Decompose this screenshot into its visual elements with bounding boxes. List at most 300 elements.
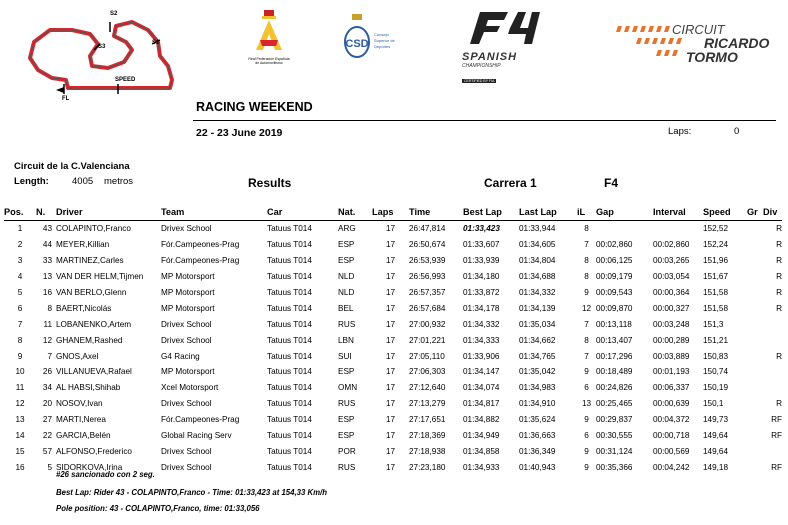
cell-best: 01:33,939 <box>463 256 500 266</box>
cell-div: R <box>776 240 782 250</box>
cell-il: 6 <box>584 431 589 441</box>
cell-nat: RUS <box>338 319 356 329</box>
cell-laps: 17 <box>385 335 396 345</box>
cell-best: 01:34,933 <box>463 462 500 472</box>
cell-speed: 152,52 <box>703 224 729 234</box>
cell-div: RF <box>771 415 782 425</box>
cell-div: R <box>776 224 782 234</box>
cell-best: 01:33,607 <box>463 240 500 250</box>
cell-pos: 11 <box>15 383 25 393</box>
cell-speed: 150,83 <box>703 351 729 361</box>
track-label-s1: S1 <box>152 40 160 46</box>
cell-interval: 00:00,364 <box>653 288 690 297</box>
cell-gap: 00:35,366 <box>596 462 633 472</box>
cell-team: Drivex School <box>161 335 212 345</box>
cell-gap: 00:25,465 <box>596 399 633 409</box>
penalty-note: #26 sancionado con 2 seg. <box>56 470 155 479</box>
cell-gap: 00:24,826 <box>596 383 633 393</box>
cell-gap: 00:06,125 <box>596 256 633 266</box>
cell-driver: LOBANENKO,Artem <box>56 319 132 329</box>
cell-laps: 17 <box>385 446 396 456</box>
cell-n: 12 <box>42 335 52 345</box>
cell-gap: 00:13,407 <box>596 335 633 345</box>
cell-speed: 150,19 <box>703 383 729 393</box>
cell-last: 01:34,765 <box>519 351 556 361</box>
cell-div <box>763 443 782 459</box>
cell-team: G4 Racing <box>161 351 200 361</box>
cell-div: R <box>776 288 782 297</box>
cell-gr <box>747 364 763 380</box>
cell-interval: 00:04,242 <box>653 462 690 472</box>
cell-car: Tatuus T014 <box>267 462 312 472</box>
cell-interval: 00:06,337 <box>653 383 690 393</box>
cell-driver: COLAPINTO,Franco <box>56 224 131 234</box>
cell-driver: NOSOV,Ivan <box>56 399 103 409</box>
cell-nat: NLD <box>338 288 355 297</box>
cell-gr <box>747 316 763 332</box>
cell-gr <box>747 396 763 412</box>
cell-nat: OMN <box>338 383 358 393</box>
cell-laps: 17 <box>385 462 396 472</box>
f4-line3: CERTIFIED BY FIA <box>464 79 495 83</box>
cell-nat: RUS <box>338 399 356 409</box>
col-car: Car <box>267 207 283 217</box>
table-row <box>4 443 782 459</box>
col-div: Div <box>763 207 778 217</box>
cell-car: Tatuus T014 <box>267 272 312 282</box>
cell-team: Drivex School <box>161 399 212 409</box>
cell-speed: 151,21 <box>703 335 729 345</box>
cell-speed: 150,1 <box>703 399 724 409</box>
cell-pos: 6 <box>17 303 23 313</box>
cell-il: 8 <box>584 272 589 282</box>
cell-last: 01:34,139 <box>519 303 556 313</box>
cell-last: 01:35,034 <box>519 319 556 329</box>
cell-time: 27:12,640 <box>409 383 446 393</box>
cell-laps: 17 <box>385 288 396 297</box>
cell-interval: 00:03,054 <box>653 272 690 282</box>
cell-speed: 151,96 <box>703 256 729 266</box>
cell-best: 01:34,332 <box>463 319 500 329</box>
cell-div <box>763 380 782 396</box>
cell-n: 13 <box>42 272 52 282</box>
cell-speed: 151,3 <box>703 319 724 329</box>
track-label-fl: FL <box>62 96 70 102</box>
cell-car: Tatuus T014 <box>267 288 312 297</box>
length-label: Length: <box>14 176 49 187</box>
rfea-line2: de Automovilismo <box>255 61 283 65</box>
cell-pos: 7 <box>17 319 23 329</box>
cell-team: MP Motorsport <box>161 367 215 377</box>
results-label: Results <box>248 176 292 190</box>
cell-last: 01:40,943 <box>519 462 556 472</box>
cell-gr <box>747 348 763 364</box>
cell-laps: 17 <box>385 431 396 441</box>
cell-laps: 17 <box>385 367 396 377</box>
circuit-logo <box>614 22 784 66</box>
cell-driver: GHANEM,Rashed <box>56 335 123 345</box>
col-nat: Nat. <box>338 207 356 217</box>
cell-car: Tatuus T014 <box>267 256 312 266</box>
cell-div: R <box>776 399 782 409</box>
cell-gr <box>747 459 763 475</box>
length-value: 4005 <box>72 176 94 187</box>
col-time: Time <box>409 207 431 217</box>
cell-il: 9 <box>584 462 589 472</box>
cell-interval: 00:02,860 <box>653 240 690 250</box>
cell-driver: AL HABSI,Shihab <box>56 383 121 393</box>
cell-last: 01:34,662 <box>519 335 556 345</box>
results-table <box>4 204 782 475</box>
cell-gap: 00:09,543 <box>596 288 633 297</box>
cell-nat: ESP <box>338 431 355 441</box>
csd-line3: Deportes <box>374 44 391 49</box>
cell-nat: BEL <box>338 303 354 313</box>
col-number: N. <box>36 207 46 217</box>
table-row <box>4 364 782 380</box>
cell-best: 01:34,333 <box>463 335 500 345</box>
cell-speed: 149,73 <box>703 415 729 425</box>
cell-time: 27:01,221 <box>409 335 446 345</box>
cell-pos: 1 <box>17 224 23 234</box>
cell-gr <box>747 412 763 428</box>
circuit-logo-line3: TORMO <box>686 49 738 65</box>
cell-laps: 17 <box>385 256 396 266</box>
cell-time: 27:17,651 <box>409 415 446 425</box>
cell-driver: MARTINEZ,Carles <box>56 256 124 266</box>
col-driver: Driver <box>56 207 83 217</box>
col-gr: Gr <box>747 207 758 217</box>
cell-gap: 00:29,837 <box>596 415 633 425</box>
cell-nat: LBN <box>338 335 354 345</box>
cell-driver: ALFONSO,Frederico <box>56 446 132 456</box>
table-row <box>4 412 782 428</box>
cell-best: 01:33,872 <box>463 288 500 297</box>
cell-il: 8 <box>584 224 589 234</box>
csd-line2: Superior de <box>374 38 395 43</box>
cell-best: 01:34,858 <box>463 446 500 456</box>
rfea-line1: Real Federación Española <box>248 57 290 61</box>
cell-div: RF <box>771 462 782 472</box>
cell-time: 26:47,814 <box>409 224 446 234</box>
cell-il: 7 <box>584 319 589 329</box>
cell-team: Fór.Campeones-Prag <box>161 240 240 250</box>
cell-time: 27:18,369 <box>409 431 446 441</box>
cell-div <box>763 332 782 348</box>
cell-pos: 15 <box>15 446 25 456</box>
cell-pos: 2 <box>17 240 23 250</box>
cell-n: 34 <box>42 383 52 393</box>
cell-nat: NLD <box>338 272 355 282</box>
cell-car: Tatuus T014 <box>267 415 312 425</box>
cell-speed: 150,74 <box>703 367 729 377</box>
cell-il: 7 <box>584 351 589 361</box>
cell-div: R <box>776 351 782 361</box>
session-name: Carrera 1 <box>484 176 537 190</box>
cell-pos: 16 <box>15 462 25 472</box>
cell-team: Fór.Campeones-Prag <box>161 415 240 425</box>
cell-laps: 17 <box>385 415 396 425</box>
cell-car: Tatuus T014 <box>267 399 312 409</box>
cell-nat: ESP <box>338 367 355 377</box>
cell-interval: 00:01,193 <box>653 367 690 377</box>
cell-last: 01:36,663 <box>519 431 556 441</box>
cell-last: 01:34,605 <box>519 240 556 250</box>
cell-driver: MARTI,Nerea <box>56 415 106 425</box>
cell-gr <box>747 332 763 348</box>
cell-gr <box>747 221 763 237</box>
col-last-lap: Last Lap <box>519 207 557 217</box>
table-row <box>4 237 782 253</box>
table-row <box>4 428 782 444</box>
cell-pos: 13 <box>15 415 25 425</box>
cell-nat: SUI <box>338 351 352 361</box>
cell-best: 01:34,074 <box>463 383 500 393</box>
cell-gr <box>747 285 763 301</box>
cell-gap <box>596 221 653 237</box>
cell-best: 01:33,906 <box>463 351 500 361</box>
cell-gap: 00:09,870 <box>596 303 633 313</box>
cell-interval: 00:03,889 <box>653 351 690 361</box>
cell-best: 01:34,147 <box>463 367 500 377</box>
cell-car: Tatuus T014 <box>267 240 312 250</box>
cell-il: 9 <box>584 367 589 377</box>
cell-il: 9 <box>584 415 589 425</box>
cell-last: 01:34,688 <box>519 272 556 282</box>
best-lap-note: Best Lap: Rider 43 - COLAPINTO,Franco - Time: 01:33,423 at 154,33 Km/h <box>56 488 327 497</box>
cell-time: 26:57,357 <box>409 288 446 297</box>
cell-gap: 00:17,296 <box>596 351 633 361</box>
cell-driver: GNOS,Axel <box>56 351 99 361</box>
cell-time: 27:23,180 <box>409 462 446 472</box>
cell-time: 26:50,674 <box>409 240 446 250</box>
cell-speed: 149,64 <box>703 431 729 441</box>
table-row <box>4 396 782 412</box>
rfea-logo <box>244 10 294 70</box>
cell-il: 8 <box>584 335 589 345</box>
cell-team: Drivex School <box>161 224 212 234</box>
cell-car: Tatuus T014 <box>267 351 312 361</box>
cell-best: 01:34,180 <box>463 272 500 282</box>
cell-team: MP Motorsport <box>161 303 215 313</box>
f4-line2: CHAMPIONSHIP <box>462 63 501 69</box>
cell-laps: 17 <box>385 224 396 234</box>
col-interval: Interval <box>653 207 686 217</box>
cell-div <box>763 316 782 332</box>
cell-n: 43 <box>42 224 52 234</box>
cell-interval: 00:03,248 <box>653 319 690 329</box>
cell-driver: VILLANUEVA,Rafael <box>56 367 132 377</box>
cell-n: 57 <box>42 446 52 456</box>
cell-pos: 3 <box>17 256 23 266</box>
cell-laps: 17 <box>385 272 396 282</box>
col-pos: Pos. <box>4 207 24 217</box>
event-title: RACING WEEKEND <box>196 100 313 114</box>
cell-team: Drivex School <box>161 462 212 472</box>
cell-gap: 00:30,555 <box>596 431 633 441</box>
table-row <box>4 221 782 237</box>
cell-div <box>763 364 782 380</box>
csd-line1: Consejo <box>374 32 389 37</box>
cell-last: 01:34,804 <box>519 256 556 266</box>
cell-nat: POR <box>338 446 356 456</box>
cell-best: 01:34,949 <box>463 431 500 441</box>
cell-laps: 17 <box>385 383 396 393</box>
cell-driver: GARCIA,Belén <box>56 431 111 441</box>
cell-last: 01:33,944 <box>519 224 556 234</box>
cell-interval <box>653 221 703 237</box>
cell-interval: 00:03,265 <box>653 256 690 266</box>
cell-speed: 151,58 <box>703 303 729 313</box>
cell-pos: 5 <box>17 288 23 297</box>
table-row <box>4 269 782 285</box>
cell-car: Tatuus T014 <box>267 446 312 456</box>
cell-interval: 00:00,327 <box>653 303 690 313</box>
cell-n: 26 <box>42 367 52 377</box>
cell-n: 5 <box>47 462 52 472</box>
cell-n: 16 <box>42 288 52 297</box>
cell-laps: 17 <box>385 319 396 329</box>
cell-pos: 9 <box>17 351 23 361</box>
cell-time: 26:56,993 <box>409 272 446 282</box>
cell-interval: 00:04,372 <box>653 415 690 425</box>
cell-car: Tatuus T014 <box>267 367 312 377</box>
csd-logo <box>342 14 412 64</box>
track-label-s3: S3 <box>98 44 106 50</box>
track-map <box>20 10 180 105</box>
f4-logo <box>462 10 542 82</box>
f4-line1: SPANISH <box>462 51 518 63</box>
cell-driver: VAN BERLO,Glenn <box>56 288 127 297</box>
cell-speed: 149,18 <box>703 462 729 472</box>
cell-gr <box>747 269 763 285</box>
cell-n: 27 <box>42 415 52 425</box>
cell-gap: 00:18,489 <box>596 367 633 377</box>
cell-last: 01:34,332 <box>519 288 556 297</box>
cell-n: 8 <box>47 303 52 313</box>
cell-best: 01:33,423 <box>463 224 500 234</box>
table-row <box>4 316 782 332</box>
cell-gr <box>747 443 763 459</box>
cell-time: 27:13,279 <box>409 399 446 409</box>
cell-div: R <box>776 256 782 266</box>
cell-driver: SIDORKOVA,Irina <box>56 462 123 472</box>
cell-last: 01:36,349 <box>519 446 556 456</box>
cell-team: MP Motorsport <box>161 288 215 297</box>
track-label-speed: SPEED <box>115 77 136 83</box>
cell-gr <box>747 253 763 269</box>
cell-interval: 00:00,289 <box>653 335 690 345</box>
laps-value: 0 <box>734 126 740 137</box>
cell-nat: ESP <box>338 256 355 266</box>
cell-laps: 17 <box>385 303 396 313</box>
cell-last: 01:34,983 <box>519 383 556 393</box>
cell-gr <box>747 237 763 253</box>
col-speed: Speed <box>703 207 731 217</box>
cell-interval: 00:00,639 <box>653 399 690 409</box>
circuit-name: Circuit de la C.Valenciana <box>14 161 130 172</box>
cell-time: 26:57,684 <box>409 303 446 313</box>
cell-interval: 00:00,718 <box>653 431 690 441</box>
cell-best: 01:34,817 <box>463 399 500 409</box>
cell-gr <box>747 380 763 396</box>
cell-car: Tatuus T014 <box>267 383 312 393</box>
cell-driver: BAERT,Nicolás <box>56 303 112 313</box>
event-date: 22 - 23 June 2019 <box>196 127 283 139</box>
cell-gap: 00:02,860 <box>596 240 633 250</box>
cell-driver: VAN DER HELM,Tijmen <box>56 272 144 282</box>
table-row <box>4 285 782 301</box>
cell-nat: RUS <box>338 462 356 472</box>
header-rule <box>193 120 776 121</box>
length-unit: metros <box>104 176 134 187</box>
col-gap: Gap <box>596 207 614 217</box>
cell-driver: MEYER,Killian <box>56 240 110 250</box>
cell-pos: 14 <box>15 431 25 441</box>
cell-nat: ESP <box>338 240 355 250</box>
cell-team: Drivex School <box>161 319 212 329</box>
table-row <box>4 253 782 269</box>
svg-text:CSD: CSD <box>345 38 369 50</box>
cell-il: 8 <box>584 256 589 266</box>
cell-car: Tatuus T014 <box>267 335 312 345</box>
pole-position-note: Pole position: 43 - COLAPINTO,Franco, time: 01:33,056 <box>56 504 260 513</box>
cell-car: Tatuus T014 <box>267 431 312 441</box>
cell-div: R <box>776 303 782 313</box>
track-label-s2: S2 <box>110 11 118 17</box>
cell-n: 7 <box>47 351 52 361</box>
col-il: iL <box>577 207 586 217</box>
cell-team: Global Racing Serv <box>161 431 232 441</box>
cell-n: 22 <box>42 431 52 441</box>
laps-label: Laps: <box>668 126 692 137</box>
table-row <box>4 380 782 396</box>
cell-n: 44 <box>42 240 52 250</box>
cell-nat: ESP <box>338 415 355 425</box>
cell-speed: 149,64 <box>703 446 729 456</box>
cell-il: 6 <box>584 383 589 393</box>
col-laps: Laps <box>372 207 394 217</box>
table-row <box>4 300 782 316</box>
cell-best: 01:34,178 <box>463 303 500 313</box>
cell-time: 27:00,932 <box>409 319 446 329</box>
cell-car: Tatuus T014 <box>267 224 312 234</box>
cell-gr <box>747 428 763 444</box>
cell-n: 33 <box>42 256 52 266</box>
col-best-lap: Best Lap <box>463 207 502 217</box>
cell-n: 20 <box>42 399 52 409</box>
cell-nat: ARG <box>338 224 356 234</box>
cell-last: 01:35,624 <box>519 415 556 425</box>
circuit-logo-line1: CIRCUIT <box>672 22 725 37</box>
cell-time: 27:05,110 <box>409 351 445 361</box>
circuit-logo-line2: RICARDO <box>704 35 770 51</box>
cell-laps: 17 <box>385 351 396 361</box>
cell-team: Fór.Campeones-Prag <box>161 256 240 266</box>
cell-speed: 151,58 <box>703 288 729 297</box>
cell-interval: 00:00,569 <box>653 446 690 456</box>
cell-il: 13 <box>581 399 592 409</box>
cell-team: MP Motorsport <box>161 272 215 282</box>
cell-car: Tatuus T014 <box>267 319 312 329</box>
cell-gap: 00:13,118 <box>596 319 632 329</box>
cell-best: 01:34,882 <box>463 415 500 425</box>
cell-pos: 10 <box>15 367 25 377</box>
cell-laps: 17 <box>385 240 396 250</box>
cell-div: R <box>776 272 782 282</box>
cell-div: RF <box>771 431 782 441</box>
cell-time: 26:53,939 <box>409 256 446 266</box>
